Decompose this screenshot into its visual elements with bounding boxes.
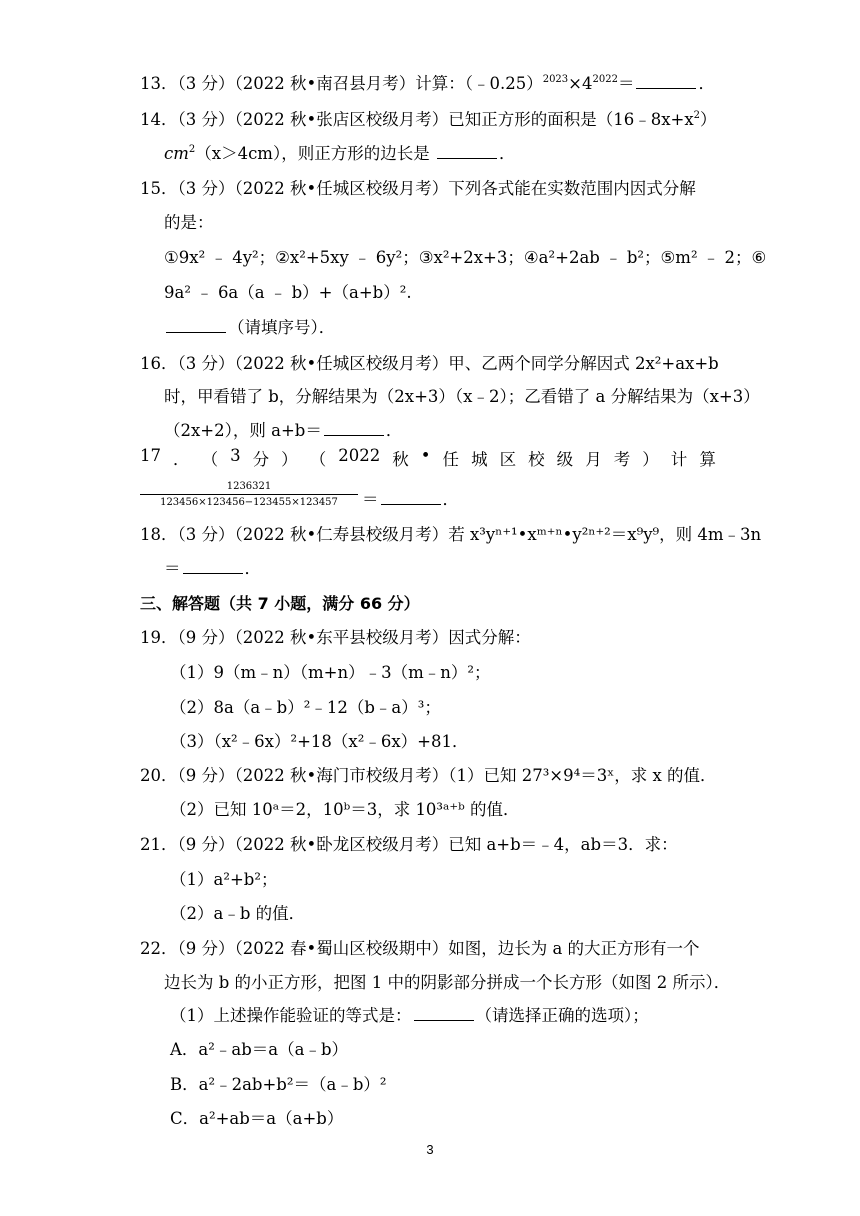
question-15-line5 [164, 320, 335, 337]
question-22-part1 [170, 1008, 649, 1025]
q14-line1: 14．（3 分）（2022 秋•张店区校级月考）已知正方形的面积是（16﹣8x+x [140, 110, 694, 129]
question-16-line2: 时，甲看错了 b，分解结果为（2x+3）（x﹣2）；乙看错了 a 分解结果为（x+3） [164, 387, 760, 406]
question-20-part2: （2）已知 10ᵃ＝2，10ᵇ＝3，求 10³ᵃ⁺ᵇ 的值． [170, 800, 520, 819]
q17-token: 秋 [392, 450, 409, 469]
q17-token: ） [642, 450, 659, 469]
page-number: 3 [426, 1142, 434, 1157]
question-16-line3 [164, 423, 402, 440]
q22-part1-hint: （请选择正确的选项）； [475, 1006, 649, 1025]
q13-eq: ＝ [617, 74, 635, 93]
option-a: A．a²﹣ab＝a（a﹣b） [170, 1040, 349, 1059]
q16-line3-text: （2x+2），则 a+b＝ [164, 421, 322, 440]
question-16: 16．（3 分）（2022 秋•任城区校级月考）甲、乙两个同学分解因式 2x²+ax+b [140, 354, 719, 373]
q17-token: 计 [670, 450, 688, 469]
question-14 [140, 112, 717, 129]
answer-blank[interactable] [437, 157, 497, 159]
q13-text: 13．（3 分）（2022 秋•南召县月考）计算：（﹣0.25） [140, 74, 543, 93]
section-heading: 三、解答题（共 7 小题，满分 66 分） [140, 594, 420, 613]
answer-blank[interactable] [183, 572, 243, 574]
q17-token: ） [281, 450, 298, 469]
question-15: 15．（3 分）（2022 秋•任城区校级月考）下列各式能在实数范围内因式分解 [140, 179, 696, 198]
question-22-line2: 边长为 b 的小正方形，把图 1 中的阴影部分拼成一个长方形（如图 2 所示）． [164, 973, 731, 992]
q17-token: 城 [471, 450, 488, 469]
question-15-line4: 9a² ﹣ 6a（a ﹣ b）+（a+b）². [164, 283, 412, 302]
q18-end: ． [244, 559, 261, 578]
q17-token: 级 [556, 450, 574, 469]
question-21: 21．（9 分）（2022 秋•卧龙区校级月考）已知 a+b＝﹣4，ab＝3．求： [140, 835, 678, 854]
q17-token: 月 [585, 450, 602, 469]
answer-blank[interactable] [324, 434, 384, 436]
question-18: 18．（3 分）（2022 秋•仁寿县校级月考）若 x³yⁿ⁺¹•xᵐ⁺ⁿ•y²ⁿ⁺²＝x⁹y⁹，则 4m﹣3n [140, 525, 762, 544]
q17-end: ． [442, 490, 459, 509]
question-19-part2: （2）8a（a﹣b）²﹣12（b﹣a）³； [170, 698, 441, 717]
answer-blank[interactable] [381, 503, 441, 505]
question-22: 22．（9 分）（2022 春•蜀山区校级期中）如图，边长为 a 的大正方形有一个 [140, 939, 700, 958]
question-14-line2 [164, 146, 515, 163]
q17-token: （ [309, 450, 327, 469]
q17-numerator: 1236321 [226, 481, 272, 492]
q17-fraction [140, 481, 358, 508]
q13-exp1: 2023 [542, 74, 569, 85]
q17-token: （ [201, 450, 219, 469]
question-15-line2: 的是： [164, 213, 214, 232]
q17-token: • [420, 446, 431, 465]
q16-end: ． [385, 421, 403, 440]
question-21-part1: （1）a²+b²； [170, 870, 278, 889]
question-19: 19．（9 分）（2022 秋•东平县校级月考）因式分解： [140, 628, 531, 647]
q14-unit: cm [164, 144, 189, 163]
fraction-bar [140, 494, 358, 495]
q17-eq-sign: ＝ [362, 490, 379, 509]
q14-exp: 2 [693, 110, 701, 121]
q17-token: ． [173, 450, 190, 469]
question-20: 20．（9 分）（2022 秋•海门市校级月考）（1）已知 27³×9⁴＝3ˣ，求 x 的值． [140, 766, 717, 785]
q17-token: 区 [499, 450, 517, 469]
q17-token: 17 [140, 446, 161, 465]
q17-token: 3 [230, 446, 241, 465]
q15-hint: （请填序号）． [228, 318, 336, 337]
answer-blank[interactable] [414, 1019, 474, 1021]
question-19-part3: （3）（x²﹣6x）²+18（x²﹣6x）+81． [170, 732, 469, 751]
question-18-line2 [164, 561, 261, 578]
q22-part1-text: （1）上述操作能验证的等式是： [170, 1006, 412, 1025]
q17-token: 任 [442, 450, 460, 469]
option-c: C．a²+ab＝a（a+b） [170, 1109, 344, 1128]
question-13 [140, 76, 715, 93]
q13-mid: ×4 [568, 74, 593, 93]
q14-end: ． [498, 144, 516, 163]
q17-denominator: 123456×123456−123455×123457 [160, 497, 338, 508]
question-17 [140, 446, 716, 470]
q17-equals [362, 486, 459, 510]
q14-line2-text: （x＞4cm），则正方形的边长是 [195, 144, 430, 163]
answer-blank[interactable] [636, 87, 696, 89]
q14-line1-tail: ） [700, 110, 717, 129]
question-19-part1: （1）9（m﹣n）（m+n）﹣3（m﹣n）²； [170, 663, 491, 682]
q14-unit-exp: 2 [188, 144, 196, 155]
q18-eq: ＝ [164, 559, 181, 578]
q17-token: 考 [613, 450, 631, 469]
q17-token: 分 [252, 450, 270, 469]
question-21-part2: （2）a﹣b 的值． [170, 904, 306, 923]
answer-blank[interactable] [166, 331, 226, 333]
q13-exp2: 2022 [592, 74, 618, 85]
q17-token: 算 [699, 450, 716, 469]
q17-token: 校 [528, 450, 545, 469]
q13-end: ． [698, 74, 715, 93]
question-15-options: ①9x² ﹣ 4y²；②x²+5xy ﹣ 6y²；③x²+2x+3；④a²+2ab ﹣ b²；⑤m² ﹣ 2；⑥ [164, 248, 767, 267]
q17-token: 2022 [338, 446, 381, 465]
option-b: B．a²﹣2ab+b²＝（a﹣b）² [170, 1075, 387, 1094]
